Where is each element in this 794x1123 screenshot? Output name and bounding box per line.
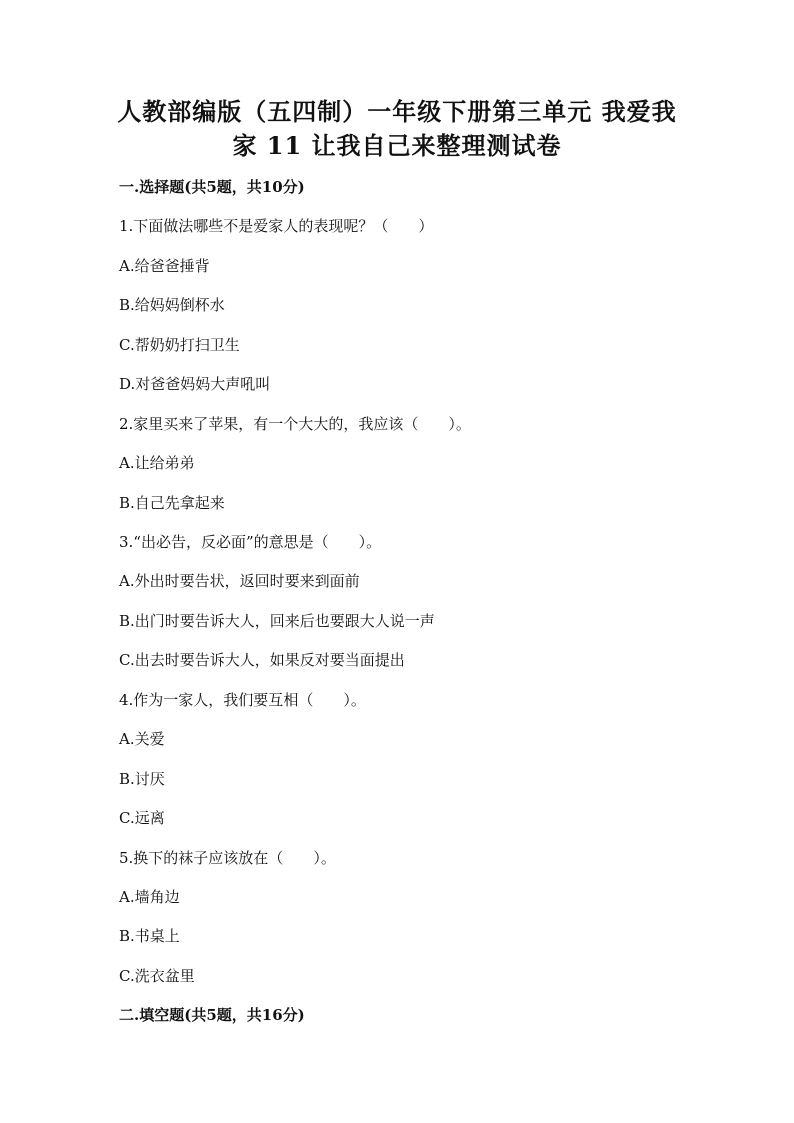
question-4-option-a: A.关爱 <box>119 730 165 748</box>
question-1-stem: 1.下面做法哪些不是爱家人的表现呢？（ ） <box>119 217 434 235</box>
question-3-option-b: B.出门时要告诉大人，回来后也要跟大人说一声 <box>119 612 435 630</box>
exam-title-line-2: 家 11 让我自己来整理测试卷 <box>232 131 562 160</box>
section-heading-choice: 一.选择题(共5题，共10分) <box>119 178 305 196</box>
question-5-option-c: C.洗衣盆里 <box>119 967 195 985</box>
question-1-option-b: B.给妈妈倒杯水 <box>119 296 225 314</box>
question-3-option-c: C.出去时要告诉大人，如果反对要当面提出 <box>119 651 405 669</box>
question-1-option-d: D.对爸爸妈妈大声吼叫 <box>119 375 271 393</box>
question-4-option-c: C.远离 <box>119 809 165 827</box>
question-1-option-c: C.帮奶奶打扫卫生 <box>119 336 240 354</box>
question-5-option-b: B.书桌上 <box>119 927 180 945</box>
question-3-stem: 3.“出必告，反必面”的意思是（ ）。 <box>119 533 382 551</box>
question-5-option-a: A.墙角边 <box>119 888 180 906</box>
question-4-option-b: B.讨厌 <box>119 770 165 788</box>
question-1-option-a: A.给爸爸捶背 <box>119 257 210 275</box>
question-2-stem: 2.家里买来了苹果，有一个大大的，我应该（ ）。 <box>119 415 471 433</box>
section-heading-fill-in: 二.填空题(共5题，共16分) <box>119 1006 305 1024</box>
question-2-option-a: A.让给弟弟 <box>119 454 195 472</box>
exam-title-line-1: 人教部编版（五四制）一年级下册第三单元 我爱我 <box>117 97 677 126</box>
question-3-option-a: A.外出时要告状，返回时要来到面前 <box>119 572 360 590</box>
question-2-option-b: B.自己先拿起来 <box>119 494 225 512</box>
question-4-stem: 4.作为一家人，我们要互相（ ）。 <box>119 691 366 709</box>
question-5-stem: 5.换下的袜子应该放在（ ）。 <box>119 849 336 867</box>
